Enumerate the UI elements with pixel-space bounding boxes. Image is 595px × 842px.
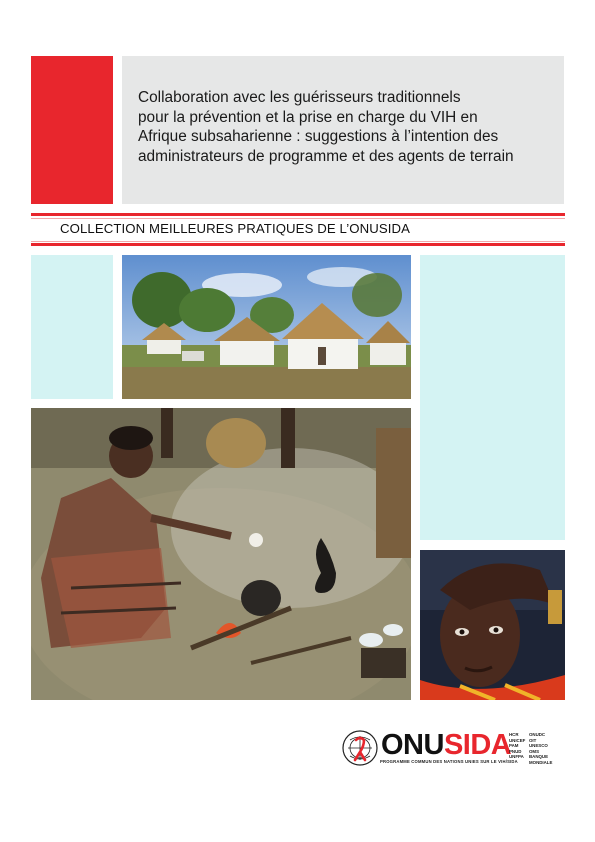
onusida-logo (342, 728, 567, 768)
onusida-wordmark: ONUSIDA (381, 729, 512, 761)
cosponsors-list-1: HCR UNICEF PAM PNUD UNFPA (509, 732, 526, 759)
pink-rule-top (31, 218, 565, 219)
cyan-block-right (420, 255, 565, 540)
village-huts-photo (122, 255, 411, 399)
title-line-3: Afrique subsaharienne : suggestions à l’intention des (138, 128, 499, 145)
title-line-1: Collaboration avec les guérisseurs traditionnels (138, 89, 461, 106)
cosponsors-list-2: ONUDC OIT UNESCO OMS BANQUE MONDIALE (529, 732, 553, 765)
young-man-portrait-photo (420, 550, 565, 700)
woman-cooking-photo (31, 408, 411, 700)
document-title (138, 88, 554, 166)
title-line-4: administrateurs de programme et des agents de terrain (138, 147, 514, 165)
title-box (122, 56, 564, 204)
red-rule-top (31, 213, 565, 216)
un-emblem-icon (342, 730, 378, 766)
collection-label: COLLECTION MEILLEURES PRATIQUES DE L’ONUSIDA (60, 221, 411, 236)
red-rule-bottom (31, 243, 565, 246)
cyan-block-left (31, 255, 113, 399)
logo-tagline: PROGRAMME COMMUN DES NATIONS UNIES SUR LE VIH/SIDA (380, 759, 518, 764)
pink-rule-bottom (31, 241, 565, 242)
title-line-2: pour la prévention et la prise en charge du VIH en (138, 108, 478, 126)
red-block (31, 56, 113, 204)
